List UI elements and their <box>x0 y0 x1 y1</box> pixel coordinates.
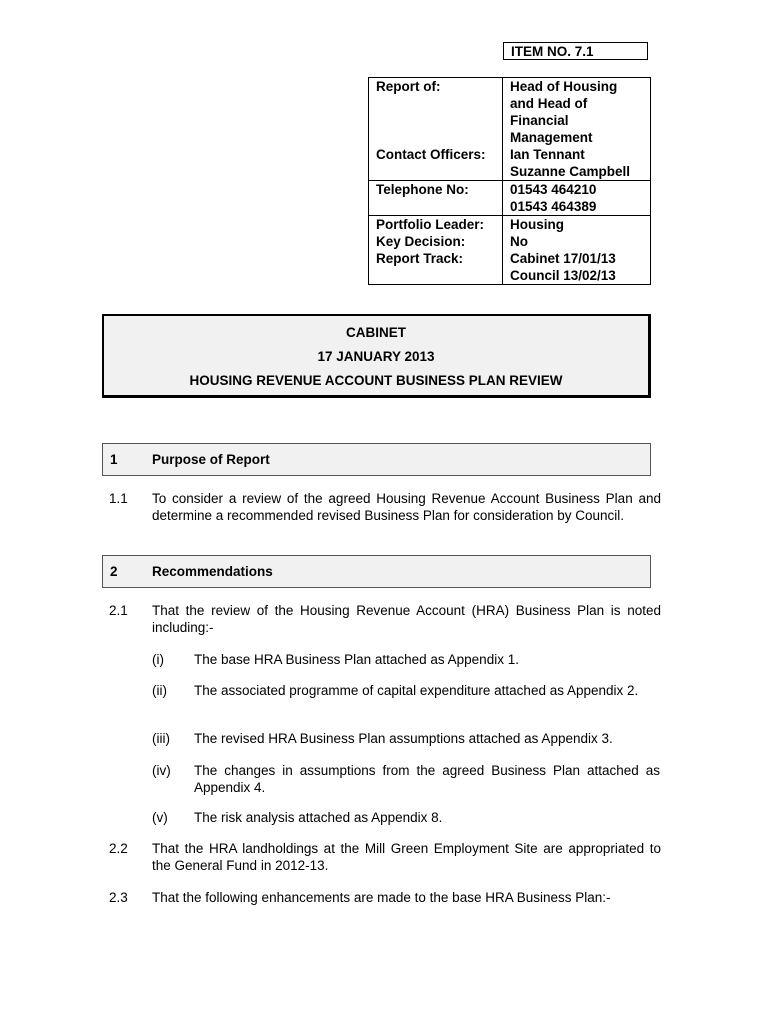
portfolio-leader-value: Housing <box>510 217 564 232</box>
sub-item-text: The revised HRA Business Plan assumptions attached as Appendix 3. <box>194 731 613 746</box>
paragraph-number: 1.1 <box>109 491 128 506</box>
sub-item-iv <box>152 763 660 796</box>
telephone-value: 01543 464210 01543 464389 <box>510 182 597 214</box>
paragraph-number: 2.3 <box>109 890 128 905</box>
paragraph-text: That the review of the Housing Revenue Account (HRA) Business Plan is noted including:- <box>152 603 661 635</box>
report-subject: HOUSING REVENUE ACCOUNT BUSINESS PLAN REVIEW <box>189 373 563 388</box>
contact-officers-value: Ian Tennant Suzanne Campbell <box>510 147 631 179</box>
paragraph-text: To consider a review of the agreed Housing Revenue Account Business Plan and determine a recommended revised Business Plan for consideration by Council. <box>152 491 661 523</box>
section-heading: Purpose of Report <box>152 452 270 467</box>
sub-item-text: The associated programme of capital expenditure attached as Appendix 2. <box>194 683 639 698</box>
paragraph-2-3 <box>109 890 661 907</box>
meeting-name: CABINET <box>346 325 406 340</box>
key-decision-value: No <box>510 234 528 249</box>
report-track-label: Report Track: <box>369 250 503 284</box>
section-number: 1 <box>110 452 118 467</box>
report-of-value: Head of Housing and Head of Financial Management <box>510 79 618 145</box>
telephone-label: Telephone No: <box>369 181 503 215</box>
report-info-row-contact-officers <box>369 146 650 181</box>
paragraph-number: 2.2 <box>109 841 128 856</box>
paragraph-2-1 <box>109 603 661 636</box>
paragraph-2-2 <box>109 841 661 874</box>
sub-item-text: The changes in assumptions from the agreed Business Plan attached as Appendix 4. <box>194 763 660 795</box>
sub-item-ii <box>152 683 660 700</box>
report-info-row-key-decision <box>369 233 650 250</box>
paragraph-1-1 <box>109 491 661 524</box>
paragraph-number: 2.1 <box>109 603 128 618</box>
sub-item-number: (i) <box>152 652 164 667</box>
report-title-box <box>102 314 651 398</box>
item-number: ITEM NO. 7.1 <box>503 42 648 60</box>
contact-officers-label: Contact Officers: <box>369 146 503 180</box>
sub-item-number: (iv) <box>152 763 171 778</box>
report-track-value: Cabinet 17/01/13 Council 13/02/13 <box>510 251 616 283</box>
sub-item-number: (v) <box>152 810 168 825</box>
sub-item-v <box>152 810 660 827</box>
meeting-date: 17 JANUARY 2013 <box>317 349 435 364</box>
report-info-row-report-of <box>369 78 650 146</box>
key-decision-label: Key Decision: <box>369 233 503 250</box>
section-header-recommendations <box>102 555 651 588</box>
report-info-table <box>368 77 651 285</box>
section-number: 2 <box>110 564 118 579</box>
paragraph-text: That the HRA landholdings at the Mill Green Employment Site are appropriated to the General Fund in 2012-13. <box>152 841 661 873</box>
sub-item-text: The base HRA Business Plan attached as Appendix 1. <box>194 652 519 667</box>
paragraph-text: That the following enhancements are made to the base HRA Business Plan:- <box>152 890 611 905</box>
report-info-row-report-track <box>369 250 650 284</box>
sub-item-text: The risk analysis attached as Appendix 8. <box>194 810 443 825</box>
section-header-purpose <box>102 443 651 476</box>
report-of-label: Report of: <box>369 78 503 146</box>
report-info-row-telephone <box>369 181 650 216</box>
report-info-row-portfolio-leader <box>369 216 650 233</box>
sub-item-iii <box>152 731 660 748</box>
sub-item-number: (iii) <box>152 731 170 746</box>
portfolio-leader-label: Portfolio Leader: <box>369 216 503 233</box>
section-heading: Recommendations <box>152 564 273 579</box>
sub-item-i <box>152 652 660 669</box>
sub-item-number: (ii) <box>152 683 167 698</box>
